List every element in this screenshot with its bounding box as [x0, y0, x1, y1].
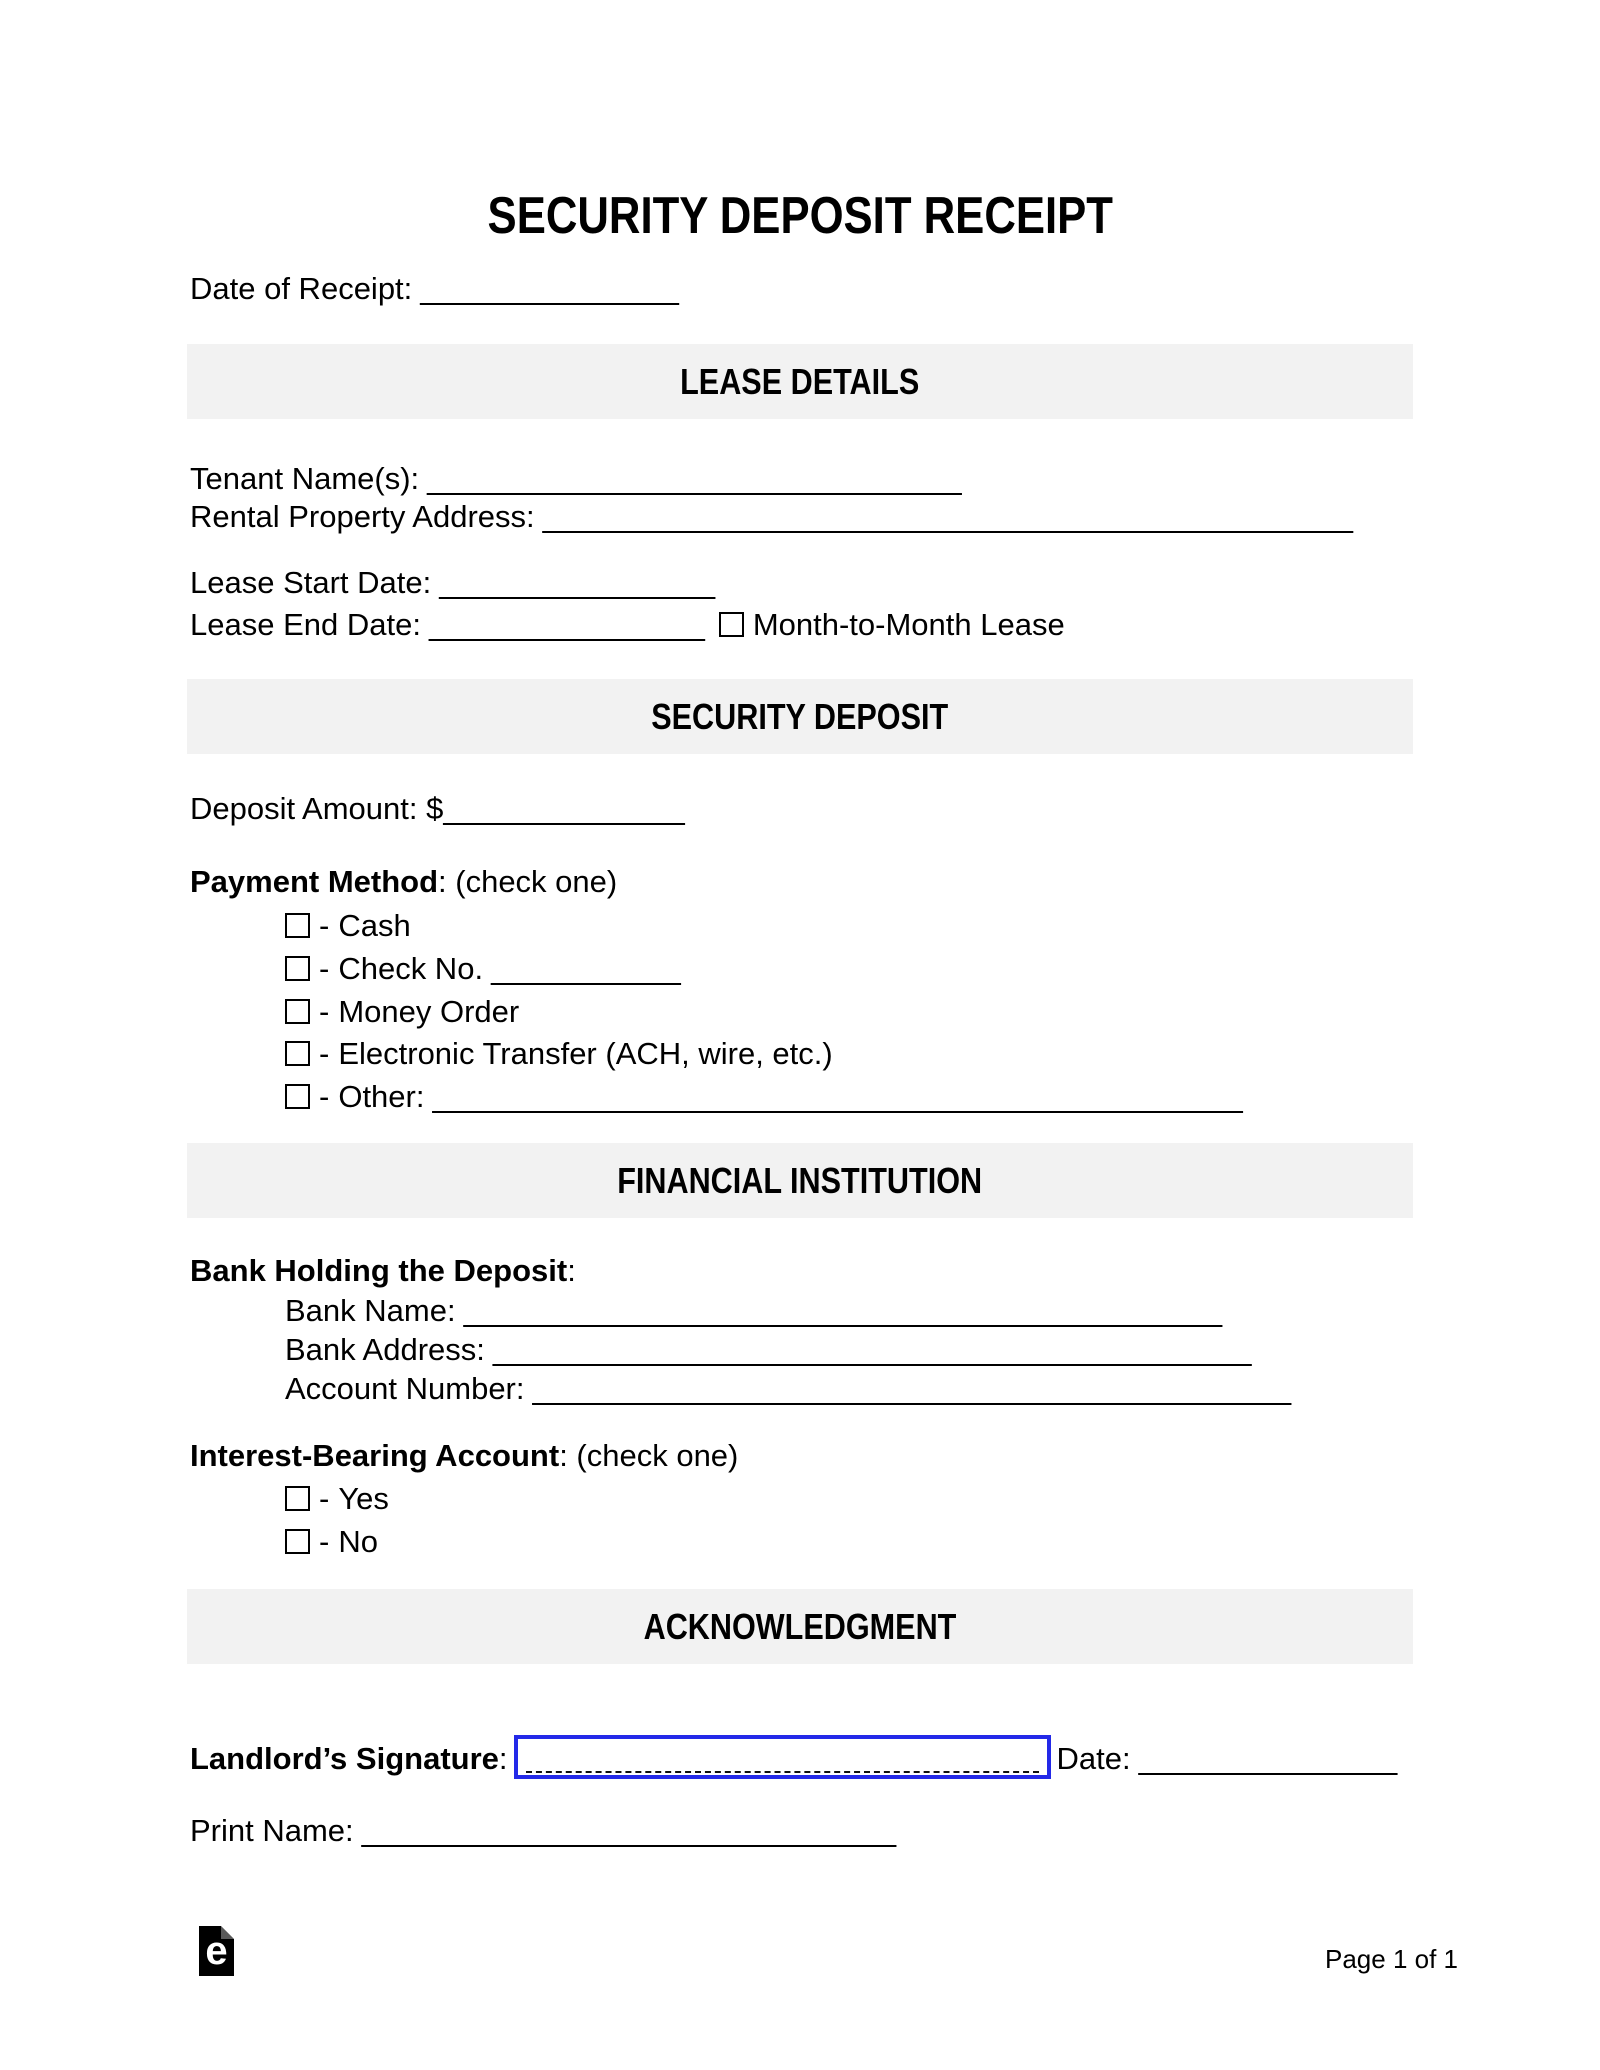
- interest-option-yes: [285, 1480, 389, 1519]
- section-header-lease-details: [187, 344, 1413, 419]
- payment-option-cash: [285, 907, 411, 946]
- page-title-text: SECURITY DEPOSIT RECEIPT: [487, 187, 1113, 245]
- rental-address-row: [190, 498, 1353, 537]
- no-label: No: [338, 1524, 378, 1559]
- eforms-logo: [199, 1926, 234, 1976]
- landlord-signature-row: [190, 1735, 1397, 1779]
- tenant-name-blank[interactable]: _______________________________: [427, 461, 962, 496]
- lease-end-label: Lease End Date:: [190, 607, 421, 642]
- option-separator: -: [319, 951, 330, 986]
- month-to-month-checkbox[interactable]: [719, 612, 744, 637]
- lease-start-blank[interactable]: ________________: [439, 565, 716, 600]
- landlord-signature-label: Landlord’s Signature: [190, 1741, 499, 1776]
- signature-line: [526, 1771, 1039, 1773]
- bank-holding-label: Bank Holding the Deposit: [190, 1253, 568, 1288]
- rental-address-blank[interactable]: _______________________________________________: [542, 499, 1353, 534]
- payment-method-row: [190, 863, 617, 902]
- lease-start-label: Lease Start Date:: [190, 565, 432, 600]
- cash-checkbox[interactable]: [285, 913, 310, 938]
- ack-date-blank[interactable]: _______________: [1138, 1741, 1398, 1776]
- deposit-amount-row: [190, 790, 685, 829]
- check-no-label: Check No.: [338, 951, 484, 986]
- option-separator: -: [319, 1481, 330, 1516]
- print-name-label: Print Name:: [190, 1813, 354, 1848]
- section-header-acknowledgment-text: ACKNOWLEDGMENT: [643, 1606, 957, 1647]
- section-header-security-deposit-text: SECURITY DEPOSIT: [651, 696, 949, 737]
- account-number-label: Account Number:: [285, 1371, 525, 1406]
- section-header-acknowledgment: [187, 1589, 1413, 1664]
- bank-holding-row: [190, 1252, 576, 1291]
- option-separator: -: [319, 1524, 330, 1559]
- section-header-financial-institution: [187, 1143, 1413, 1218]
- payment-method-label: Payment Method: [190, 864, 439, 899]
- date-of-receipt-label: Date of Receipt:: [190, 271, 413, 306]
- option-separator: -: [319, 994, 330, 1029]
- print-name-blank[interactable]: _______________________________: [361, 1813, 897, 1848]
- month-to-month-label: Month-to-Month Lease: [752, 607, 1065, 642]
- date-of-receipt-blank[interactable]: _______________: [420, 271, 679, 306]
- payment-option-money-order: [285, 993, 519, 1032]
- date-of-receipt-row: [190, 270, 679, 309]
- option-separator: -: [319, 908, 330, 943]
- interest-bearing-label: Interest-Bearing Account: [190, 1438, 560, 1473]
- bank-name-label: Bank Name:: [285, 1293, 456, 1328]
- bank-address-blank[interactable]: ____________________________________________: [492, 1332, 1252, 1367]
- rental-address-label: Rental Property Address:: [190, 499, 535, 534]
- bank-address-label: Bank Address:: [285, 1332, 485, 1367]
- option-separator: -: [319, 1036, 330, 1071]
- payment-option-other: [285, 1078, 1243, 1117]
- section-header-lease-details-text: LEASE DETAILS: [680, 361, 920, 402]
- electronic-transfer-label: Electronic Transfer (ACH, wire, etc.): [338, 1036, 833, 1071]
- bank-address-row: [285, 1331, 1252, 1370]
- other-label: Other:: [338, 1079, 425, 1114]
- yes-checkbox[interactable]: [285, 1486, 310, 1511]
- payment-method-suffix: : (check one): [438, 864, 618, 899]
- page-number: [1325, 1943, 1458, 1976]
- interest-bearing-row: [190, 1437, 738, 1476]
- interest-bearing-suffix: : (check one): [559, 1438, 739, 1473]
- lease-start-row: [190, 564, 715, 603]
- deposit-amount-blank[interactable]: ______________: [443, 791, 685, 826]
- money-order-checkbox[interactable]: [285, 999, 310, 1024]
- check-no-blank[interactable]: ___________: [491, 951, 681, 986]
- other-checkbox[interactable]: [285, 1084, 310, 1109]
- eforms-logo-letter: e: [205, 1929, 228, 1973]
- no-checkbox[interactable]: [285, 1529, 310, 1554]
- ack-date-label: Date:: [1056, 1741, 1131, 1776]
- cash-label: Cash: [338, 908, 411, 943]
- payment-option-electronic-transfer: [285, 1035, 833, 1074]
- electronic-transfer-checkbox[interactable]: [285, 1041, 310, 1066]
- tenant-name-label: Tenant Name(s):: [190, 461, 420, 496]
- page-number-text: Page 1 of 1: [1325, 1944, 1458, 1974]
- landlord-signature-suffix: :: [498, 1741, 508, 1776]
- interest-option-no: [285, 1523, 378, 1562]
- yes-label: Yes: [338, 1481, 389, 1516]
- lease-end-blank[interactable]: ________________: [428, 607, 705, 642]
- payment-option-check-no: [285, 950, 681, 989]
- section-header-security-deposit: [187, 679, 1413, 754]
- deposit-amount-label: Deposit Amount: $: [190, 791, 444, 826]
- page-title: [0, 184, 1600, 249]
- check-no-checkbox[interactable]: [285, 956, 310, 981]
- bank-name-blank[interactable]: ____________________________________________: [463, 1293, 1223, 1328]
- option-separator: -: [319, 1079, 330, 1114]
- landlord-signature-field[interactable]: [514, 1735, 1051, 1779]
- section-header-financial-institution-text: FINANCIAL INSTITUTION: [617, 1160, 983, 1201]
- bank-name-row: [285, 1292, 1222, 1331]
- bank-holding-suffix: :: [567, 1253, 576, 1288]
- lease-end-row: [190, 606, 1065, 645]
- tenant-name-row: [190, 460, 962, 499]
- money-order-label: Money Order: [338, 994, 520, 1029]
- account-number-blank[interactable]: ____________________________________________: [532, 1371, 1292, 1406]
- account-number-row: [285, 1370, 1291, 1409]
- print-name-row: [190, 1812, 896, 1851]
- other-blank[interactable]: _______________________________________________: [432, 1079, 1243, 1114]
